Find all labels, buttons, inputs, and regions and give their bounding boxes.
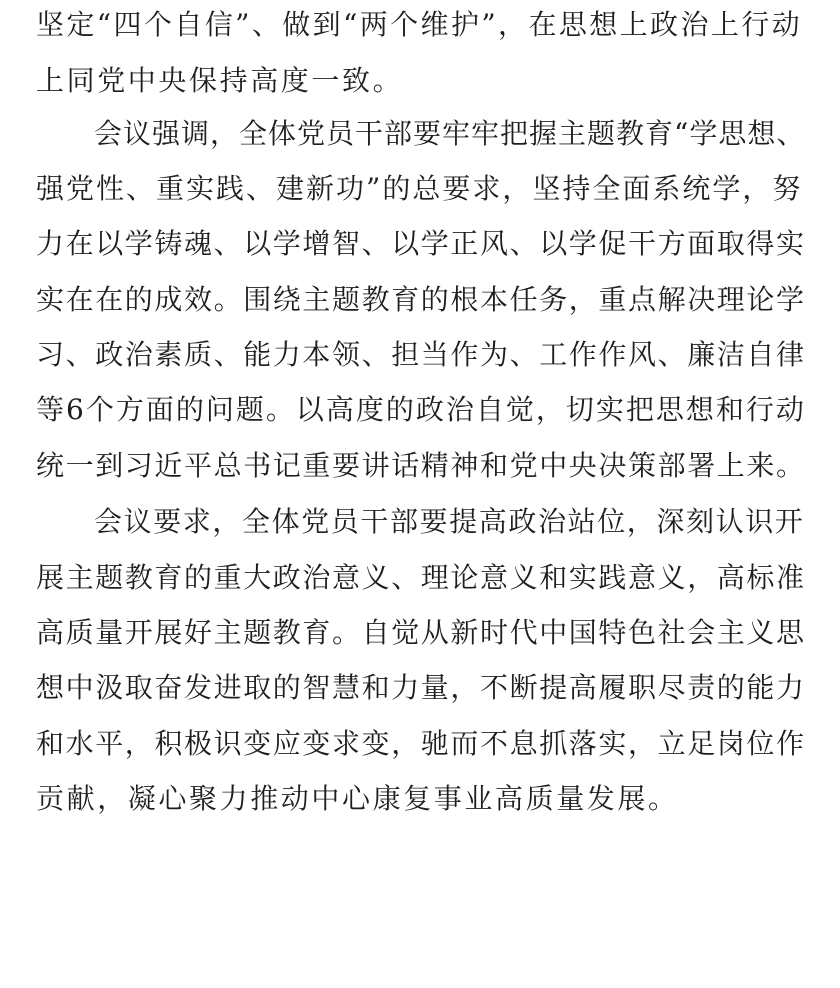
text-line: 上同党中央保持高度一致。 [36,64,404,97]
text-line: 力在以学铸魂、以学增智、以学正风、以学促干方面取得实 [36,227,806,260]
text-line: 坚定“四个自信”、做到“两个维护”，在思想上政治上行动 [36,8,803,41]
text-line: 实在在的成效。围绕主题教育的根本任务，重点解决理论学 [36,283,806,316]
text-line: 强党性、重实践、建新功”的总要求，坚持全面系统学，努 [36,172,803,205]
text-line: 等6个方面的问题。以高度的政治自觉，切实把思想和行动 [36,393,806,426]
text-line: 展主题教育的重大政治意义、理论意义和实践意义，高标准 [36,561,806,594]
text-line: 统一到习近平总书记重要讲话精神和党中央决策部署上来。 [36,449,806,482]
text-line: 高质量开展好主题教育。自觉从新时代中国特色社会主义思 [36,616,806,649]
text-line: 贡献，凝心聚力推动中心康复事业高质量发展。 [36,782,679,815]
text-line: 想中汲取奋发进取的智慧和力量，不断提高履职尽责的能力 [36,671,806,704]
paragraph-start-line: 会议要求，全体党员干部要提高政治站位，深刻认识开 [94,505,805,538]
paragraph-start-line: 会议强调，全体党员干部要牢牢把握主题教育“学思想、 [94,117,806,150]
text-line: 习、政治素质、能力本领、担当作为、工作作风、廉洁自律 [36,338,806,371]
text-line: 和水平，积极识变应变求变，驰而不息抓落实，立足岗位作 [36,727,806,760]
